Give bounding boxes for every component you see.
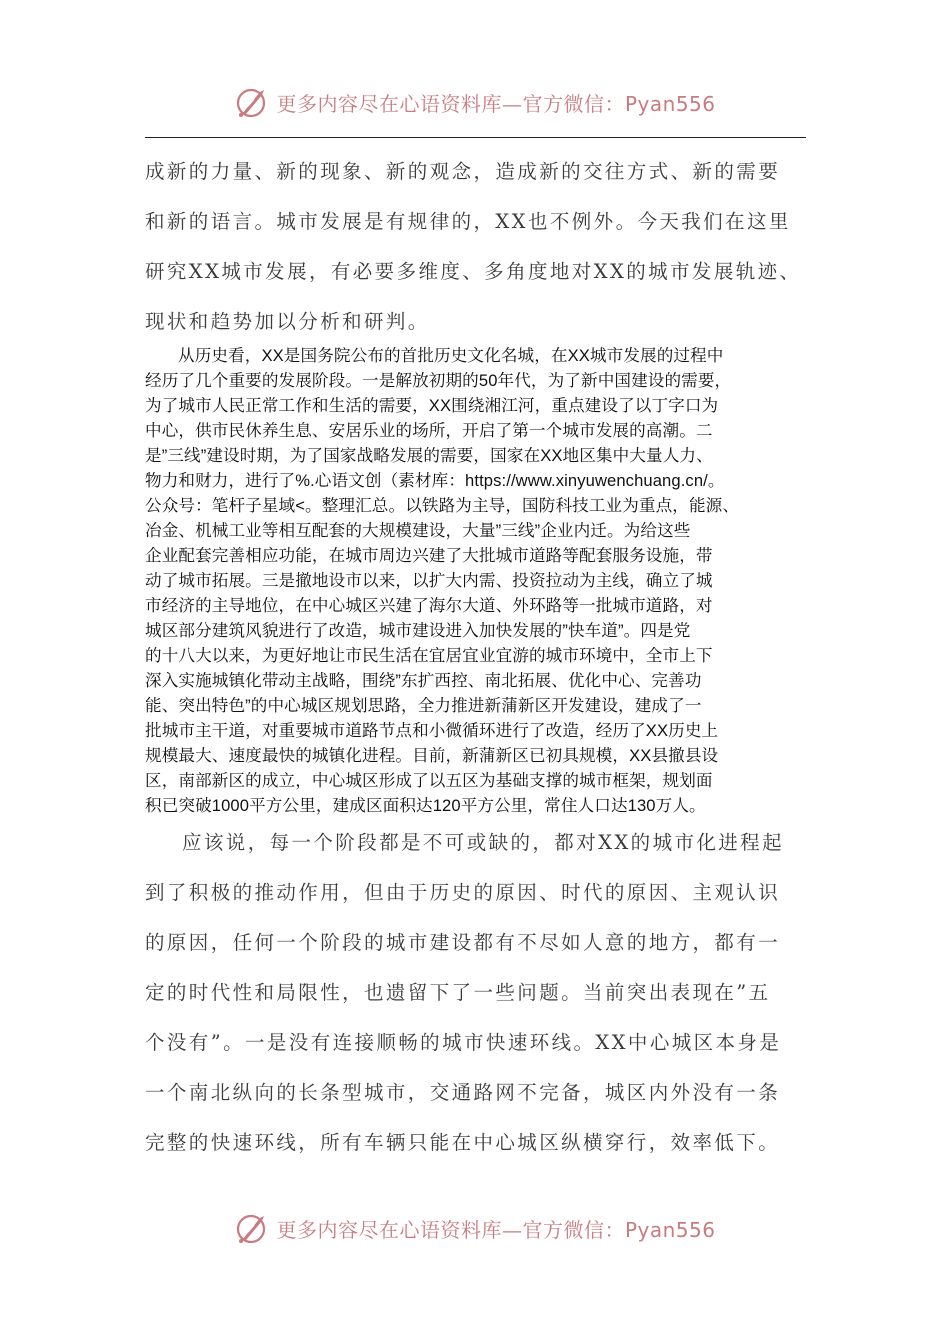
quill-pen-icon	[234, 1210, 270, 1246]
text-line: 个没有”。一是没有连接顺畅的城市快速环线。XX中心城区本身是	[145, 1031, 782, 1054]
text-line: 完整的快速环线，所有车辆只能在中心城区纵横穿行，效率低下。	[145, 1131, 781, 1154]
text-line: 规模最大、速度最快的城镇化进程。目前，新蒲新区已初具规模，XX县撤县设	[145, 746, 719, 765]
paragraph-continuation	[145, 147, 825, 347]
text-line: 深入实施城镇化带动主战略，围绕”东扩西控、南北拓展、优化中心、完善功	[145, 671, 702, 690]
text-line: 批城市主干道，对重要城市道路节点和小微循环进行了改造，经历了XX历史上	[145, 721, 719, 740]
text-line: 现状和趋势加以分析和研判。	[145, 310, 430, 333]
text-line: 应该说，每一个阶段都是不可或缺的，都对XX的城市化进程起	[182, 831, 784, 854]
text-line: 为了城市人民正常工作和生活的需要，XX围绕湘江河，重点建设了以丁字口为	[145, 396, 719, 415]
text-line: 城区部分建筑风貌进行了改造，城市建设进入加快发展的”快车道”。四是党	[145, 621, 691, 640]
text-line: 研究XX城市发展，有必要多维度、多角度地对XX的城市发展轨迹、	[145, 260, 802, 283]
text-line: 和新的语言。城市发展是有规律的，XX也不例外。今天我们在这里	[145, 210, 791, 233]
paragraph-history	[145, 343, 809, 818]
text-line: 定的时代性和局限性，也遗留下了一些问题。当前突出表现在”五	[145, 981, 771, 1004]
header-divider	[145, 137, 806, 138]
text-line: 公众号：笔杆子星域<。整理汇总。以铁路为主导，国防科技工业为重点，能源、	[145, 496, 740, 515]
footer-banner	[0, 1208, 950, 1248]
text-line: 冶金、机械工业等相互配套的大规模建设，大量”三线”企业内迁。为给这些	[145, 521, 691, 540]
text-line: 到了积极的推动作用，但由于历史的原因、时代的原因、主观认识	[145, 881, 781, 904]
quill-pen-icon	[234, 84, 270, 120]
text-line: 区，南部新区的成立，中心城区形成了以五区为基础支撑的城市框架，规划面	[145, 771, 713, 790]
footer-text: 更多内容尽在心语资料库—官方微信：Pyan556	[276, 1217, 716, 1242]
text-line: 成新的力量、新的现象、新的观念，造成新的交往方式、新的需要	[145, 160, 781, 183]
text-line: 是”三线”建设时期，为了国家战略发展的需要，国家在XX地区集中大量人力、	[145, 446, 713, 465]
text-line: 一个南北纵向的长条型城市，交通路网不完备，城区内外没有一条	[145, 1081, 781, 1104]
text-line: 能、突出特色”的中心城区规划思路，全力推进新蒲新区开发建设，建成了一	[145, 696, 702, 715]
text-line: 物力和财力，进行了%.心语文创（素材库：https://www.xinyuwenchuang.cn/。	[145, 471, 725, 490]
text-line: 市经济的主导地位，在中心城区兴建了海尔大道、外环路等一批城市道路，对	[145, 596, 713, 615]
text-line: 经历了几个重要的发展阶段。一是解放初期的50年代，为了新中国建设的需要，	[145, 371, 732, 390]
paragraph-problems	[145, 818, 825, 1168]
text-line: 的原因，任何一个阶段的城市建设都有不尽如人意的地方，都有一	[145, 931, 781, 954]
text-line: 动了城市拓展。三是撤地设市以来，以扩大内需、投资拉动为主线，确立了城	[145, 571, 713, 590]
header-banner	[0, 82, 950, 122]
text-line: 的十八大以来，为更好地让市民生活在宜居宜业宜游的城市环境中，全市上下	[145, 646, 713, 665]
text-line: 从历史看，XX是国务院公布的首批历史文化名城，在XX城市发展的过程中	[178, 346, 724, 365]
text-line: 积已突破1000平方公里，建成区面积达120平方公里，常住人口达130万人。	[145, 796, 706, 815]
header-text: 更多内容尽在心语资料库—官方微信：Pyan556	[276, 91, 716, 116]
text-line: 中心，供市民休养生息、安居乐业的场所，开启了第一个城市发展的高潮。二	[145, 421, 713, 440]
text-line: 企业配套完善相应功能，在城市周边兴建了大批城市道路等配套服务设施，带	[145, 546, 713, 565]
